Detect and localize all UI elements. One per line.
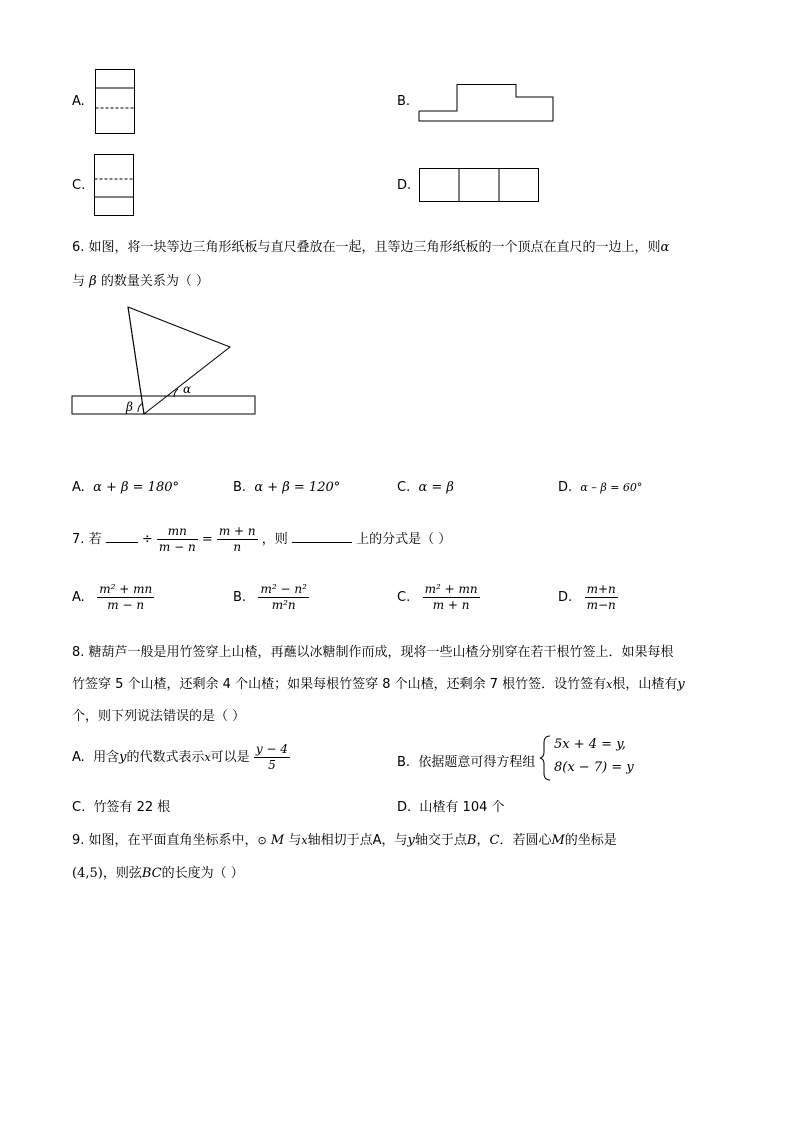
q7-option-b: B. $\frac{\text{m² − n²}}{\text{m²n}}$ bbox=[233, 582, 307, 612]
q6-option-d: D. α – β = 60° bbox=[558, 480, 643, 495]
q9-stem-line2: (4,5)，则弦BC的长度为（ ） bbox=[72, 866, 244, 881]
q7-fraction-2: $\frac{m + n}{n}$ bbox=[218, 524, 256, 554]
q9-stem-line1: 9. 如图，在平面直角坐标系中，⊙ M 与x轴相切于点A，与y轴交于点B，C．若圆心M的坐标是 bbox=[72, 833, 617, 848]
alpha-label: α bbox=[183, 382, 192, 396]
q8-stem-line2: 竹签穿 5 个山楂，还剩余 4 个山楂；如果每根竹签穿 8 个山楂，还剩余 7 根竹签．设竹签有x根，山楂有y bbox=[72, 677, 685, 692]
q6-stem-line2: 与 β 的数量关系为（ ） bbox=[72, 274, 209, 289]
q6-option-b: B. α + β = 120° bbox=[233, 480, 341, 495]
q5-option-c-figure bbox=[94, 154, 136, 218]
q7-option-a: A. $\frac{\text{m² + mn}}{m - n}$ bbox=[72, 582, 153, 612]
q7-option-c: C. $\frac{\text{m² + mn}}{m + n}$ bbox=[397, 582, 478, 612]
q8-option-d: D. 山楂有 104 个 bbox=[397, 800, 505, 815]
q7-blank-1 bbox=[106, 541, 138, 543]
q5-option-a-figure bbox=[95, 69, 137, 137]
q8-option-a: A. 用含y的代数式表示x可以是 $\frac{y - 4}{5}$ bbox=[72, 742, 288, 772]
q8-stem-line3: 个，则下列说法错误的是（ ） bbox=[72, 709, 246, 724]
q8-option-b-equation-1: 5x + 4 = y, bbox=[554, 737, 626, 752]
q8-brace bbox=[540, 735, 552, 781]
q5-option-b-figure bbox=[418, 84, 556, 124]
q8-option-b-equation-2: 8(x − 7) = y bbox=[554, 760, 634, 775]
q7-fraction-1: $\frac{mn}{m - n}$ bbox=[158, 524, 196, 554]
q7-stem: 7. 若 ÷ $\frac{mn}{m - n}$ = $\frac{m + n}{n}$ ，则 上的分式是（ ） bbox=[72, 524, 452, 554]
q8-option-c: C. 竹签有 22 根 bbox=[72, 800, 171, 815]
q5-option-c-label: C. bbox=[72, 178, 86, 193]
q5-option-b-label: B. bbox=[397, 94, 411, 109]
beta-label: β bbox=[126, 400, 133, 414]
q6-figure bbox=[70, 305, 260, 417]
q8-option-b-text: B. 依据题意可得方程组 bbox=[397, 755, 536, 770]
q5-option-d-figure bbox=[419, 168, 541, 204]
q7-blank-2 bbox=[292, 541, 352, 543]
q5-option-a-label: A. bbox=[72, 94, 85, 109]
q6-option-c: C. α = β bbox=[397, 480, 454, 495]
q5-option-d-label: D. bbox=[397, 178, 412, 193]
q6-stem-line1: 6. 如图，将一块等边三角形纸板与直尺叠放在一起，且等边三角形纸板的一个顶点在直尺的一边上，则α bbox=[72, 240, 670, 255]
q8-stem-line1: 8. 糖葫芦一般是用竹签穿上山楂，再蘸以冰糖制作而成，现将一些山楂分别穿在若干根竹签上．如果每根 bbox=[72, 645, 674, 660]
q7-option-d: D. $\frac{m+n}{m-n}$ bbox=[558, 582, 616, 612]
q6-option-a: A. α + β = 180° bbox=[72, 480, 179, 495]
